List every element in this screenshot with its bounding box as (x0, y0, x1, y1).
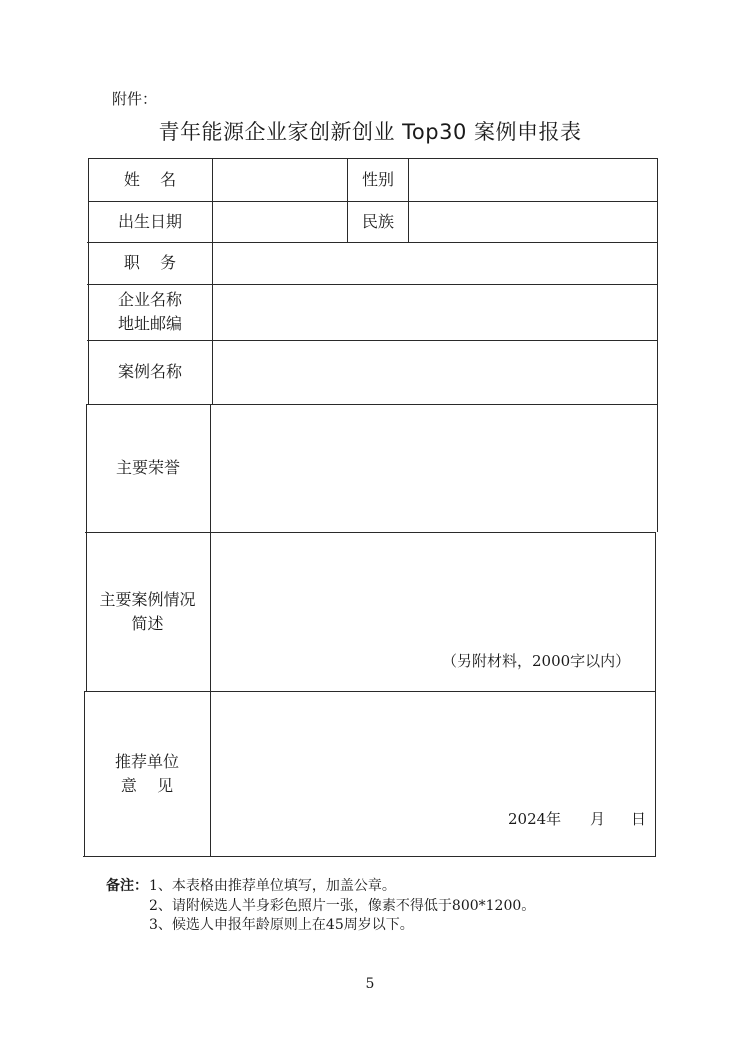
ethnicity-label: 民族 (361, 211, 394, 231)
form-title: 青年能源企业家创新创业 Top30 案例申报表 (158, 120, 582, 144)
ethnicity-field[interactable] (409, 202, 657, 242)
table-border-right-b (655, 532, 656, 857)
birth-date-label: 出生日期 (117, 211, 182, 231)
position-field[interactable] (213, 243, 657, 284)
birth-date-field[interactable] (213, 202, 347, 242)
honors-field[interactable] (211, 405, 656, 532)
case-summary-note: （另附材料，2000字以内） (442, 652, 631, 670)
company-address-label: 企业名称 地址邮编 (117, 290, 182, 333)
name-field[interactable] (213, 159, 347, 201)
case-name-field[interactable] (213, 341, 657, 404)
case-summary-label: 主要案例情况 简述 (99, 589, 196, 633)
note-item-3: 3、候选人申报年龄原则上在45周岁以下。 (149, 917, 414, 933)
date-month: 月 (590, 810, 606, 828)
name-label: 姓 名 (123, 169, 177, 189)
attachment-label: 附件： (112, 90, 158, 108)
gender-label: 性别 (361, 169, 394, 189)
company-address-field[interactable] (213, 285, 657, 340)
notes-prefix: 备注： (106, 878, 148, 894)
gender-field[interactable] (409, 159, 657, 201)
date-year: 2024年 (508, 810, 562, 828)
recommender-opinion-label: 推荐单位 意 见 (114, 751, 179, 795)
honors-label: 主要荣誉 (115, 458, 180, 477)
table-border-right-a (657, 158, 658, 532)
case-name-label: 案例名称 (117, 362, 182, 381)
note-item-2: 2、请附候选人半身彩色照片一张，像素不得低于800*1200。 (149, 898, 536, 914)
recommender-opinion-field[interactable] (211, 692, 655, 856)
date-day: 日 (631, 810, 647, 828)
page-number: 5 (365, 976, 375, 992)
position-label: 职 务 (123, 253, 177, 272)
note-item-1: 1、本表格由推荐单位填写，加盖公章。 (149, 878, 396, 894)
table-border-bottom (83, 856, 655, 857)
